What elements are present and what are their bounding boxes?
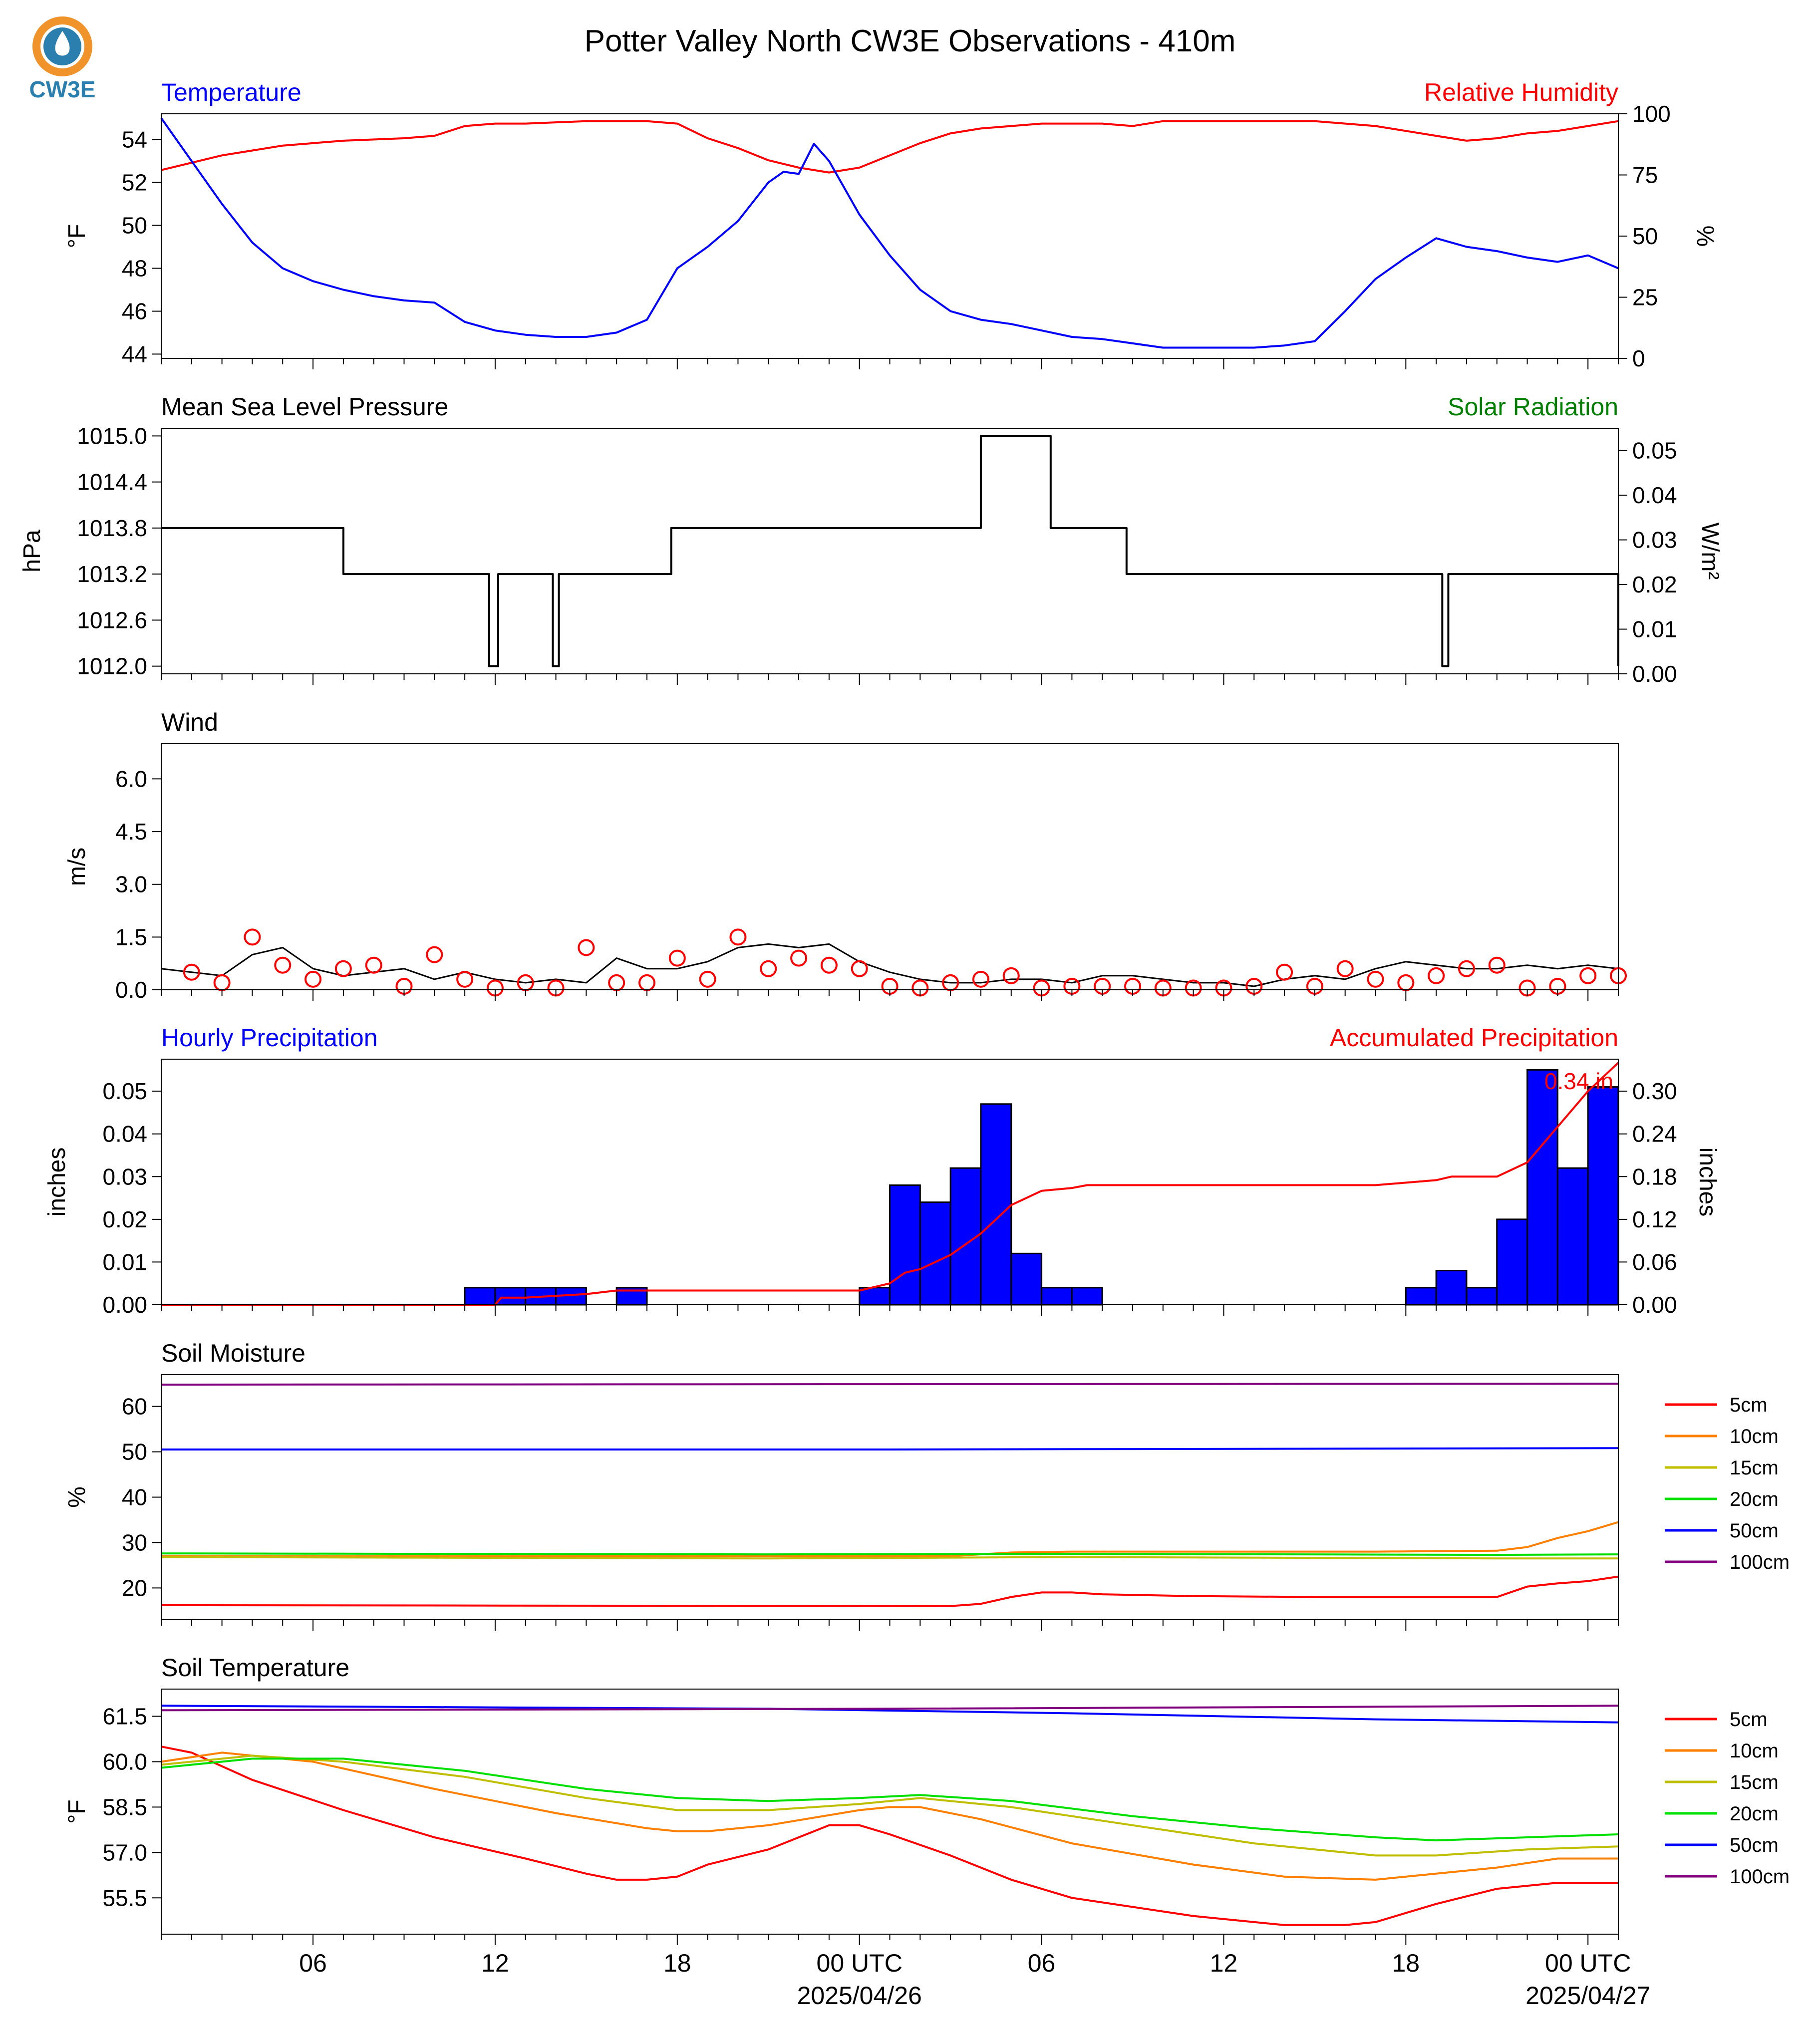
y-tick-label: 57.0 (102, 1839, 147, 1866)
precip-bar (1557, 1168, 1588, 1305)
precip-bar (1011, 1253, 1042, 1305)
precip-bar (1467, 1288, 1497, 1305)
x-tick-label: 18 (663, 1949, 691, 1977)
x-date-label: 2025/04/26 (797, 1982, 922, 2010)
y-tick-label: 0.02 (102, 1206, 147, 1232)
precip-bar (890, 1185, 920, 1305)
panel-title: Temperature (161, 78, 302, 106)
y-right-axis-label: inches (1694, 1147, 1721, 1217)
y-tick-label: 50 (121, 1439, 147, 1465)
legend-label: 5cm (1730, 1709, 1768, 1731)
y-tick-label: 40 (121, 1484, 147, 1510)
y-tick-label: 50 (121, 212, 147, 239)
legend-label: 15cm (1730, 1457, 1779, 1479)
y-right-tick-label: 25 (1632, 284, 1658, 310)
y-tick-label: 58.5 (102, 1794, 147, 1820)
y-right-tick-label: 0.03 (1632, 527, 1677, 553)
panel-title: Hourly Precipitation (161, 1024, 378, 1052)
y-tick-label: 46 (121, 298, 147, 324)
legend-label: 10cm (1730, 1426, 1779, 1448)
panel-right-title: Solar Radiation (1448, 393, 1618, 421)
y-right-tick-label: 75 (1632, 162, 1658, 188)
y-right-tick-label: 0.00 (1632, 1292, 1677, 1318)
y-tick-label: 60.0 (102, 1748, 147, 1775)
y-tick-label: 1014.4 (77, 469, 147, 495)
x-tick-label: 06 (1027, 1949, 1056, 1977)
precip-bar (1042, 1288, 1072, 1305)
y-tick-label: 6.0 (115, 766, 147, 792)
legend-label: 50cm (1730, 1520, 1779, 1542)
precip-bar (1588, 1087, 1618, 1305)
y-axis-label: % (64, 1486, 90, 1508)
x-tick-label: 18 (1392, 1949, 1420, 1977)
precip-bar (1527, 1070, 1558, 1305)
legend-label: 100cm (1730, 1551, 1790, 1573)
legend-label: 10cm (1730, 1740, 1779, 1762)
y-right-axis-label: % (1692, 225, 1718, 247)
precip-bar (1406, 1288, 1436, 1305)
x-tick-label: 12 (481, 1949, 509, 1977)
panel-title: Soil Moisture (161, 1339, 305, 1367)
y-right-tick-label: 0.30 (1632, 1078, 1677, 1105)
y-tick-label: 1012.6 (77, 607, 147, 633)
y-right-tick-label: 0.12 (1632, 1206, 1677, 1232)
y-tick-label: 1013.8 (77, 515, 147, 541)
accum-annotation: 0.34 in (1544, 1068, 1613, 1094)
precip-bar (920, 1202, 950, 1305)
y-tick-label: 1.5 (115, 924, 147, 950)
precip-bar (1072, 1288, 1102, 1305)
y-right-tick-label: 100 (1632, 101, 1671, 127)
logo-text: CW3E (29, 76, 96, 102)
figure-title: Potter Valley North CW3E Observations - 410m (584, 24, 1236, 58)
precip-bar (495, 1288, 526, 1305)
legend-label: 5cm (1730, 1394, 1768, 1416)
y-tick-label: 0.00 (102, 1292, 147, 1318)
y-tick-label: 0.05 (102, 1078, 147, 1105)
y-tick-label: 48 (121, 255, 147, 282)
panel-title: Soil Temperature (161, 1654, 350, 1682)
y-tick-label: 60 (121, 1393, 147, 1420)
y-axis-label: °F (64, 224, 90, 249)
y-tick-label: 52 (121, 169, 147, 196)
precip-bar (1497, 1219, 1527, 1305)
precip-bar (465, 1288, 495, 1305)
y-right-tick-label: 0.01 (1632, 616, 1677, 642)
legend-label: 15cm (1730, 1771, 1779, 1793)
y-right-tick-label: 0.04 (1632, 482, 1677, 509)
y-axis-label: hPa (19, 530, 45, 573)
y-tick-label: 61.5 (102, 1703, 147, 1730)
y-tick-label: 1015.0 (77, 423, 147, 449)
y-right-tick-label: 0.02 (1632, 572, 1677, 598)
y-right-tick-label: 0.00 (1632, 661, 1677, 687)
y-right-tick-label: 0.24 (1632, 1121, 1677, 1147)
y-axis-label: m/s (64, 847, 90, 886)
x-tick-label: 00 UTC (816, 1949, 903, 1977)
x-tick-label: 06 (299, 1949, 327, 1977)
y-tick-label: 0.04 (102, 1121, 147, 1147)
y-tick-label: 4.5 (115, 819, 147, 845)
y-right-tick-label: 0.05 (1632, 437, 1677, 464)
precip-bar (981, 1104, 1011, 1305)
y-tick-label: 1013.2 (77, 561, 147, 587)
x-date-label: 2025/04/27 (1525, 1982, 1651, 2010)
series-line-100cm (161, 1384, 1618, 1385)
y-tick-label: 20 (121, 1575, 147, 1601)
panel-right-title: Relative Humidity (1424, 78, 1618, 106)
y-tick-label: 0.01 (102, 1249, 147, 1275)
y-tick-label: 44 (121, 341, 147, 367)
y-tick-label: 55.5 (102, 1885, 147, 1911)
legend-label: 20cm (1730, 1488, 1779, 1510)
panel-right-title: Accumulated Precipitation (1329, 1024, 1618, 1052)
y-right-axis-label: W/m² (1697, 522, 1723, 580)
y-tick-label: 54 (121, 126, 147, 153)
series-line-15cm (161, 1557, 1618, 1559)
series-line-20cm (161, 1553, 1618, 1555)
y-tick-label: 0.0 (115, 977, 147, 1003)
x-tick-label: 12 (1210, 1949, 1238, 1977)
cw3e-logo (29, 20, 96, 102)
legend-label: 50cm (1730, 1834, 1779, 1856)
y-axis-label: °F (64, 1799, 90, 1824)
y-tick-label: 0.03 (102, 1163, 147, 1190)
y-right-tick-label: 0.18 (1632, 1163, 1677, 1190)
x-tick-label: 00 UTC (1545, 1949, 1631, 1977)
y-right-tick-label: 50 (1632, 223, 1658, 249)
panel-title: Wind (161, 708, 218, 736)
y-tick-label: 1012.0 (77, 653, 147, 679)
y-right-tick-label: 0 (1632, 345, 1645, 371)
y-tick-label: 30 (121, 1529, 147, 1556)
y-axis-label: inches (44, 1147, 70, 1217)
precip-bar (1436, 1271, 1467, 1305)
legend-label: 100cm (1730, 1866, 1790, 1888)
panel-title: Mean Sea Level Pressure (161, 393, 449, 421)
y-tick-label: 3.0 (115, 871, 147, 897)
legend-label: 20cm (1730, 1803, 1779, 1825)
y-right-tick-label: 0.06 (1632, 1249, 1677, 1275)
